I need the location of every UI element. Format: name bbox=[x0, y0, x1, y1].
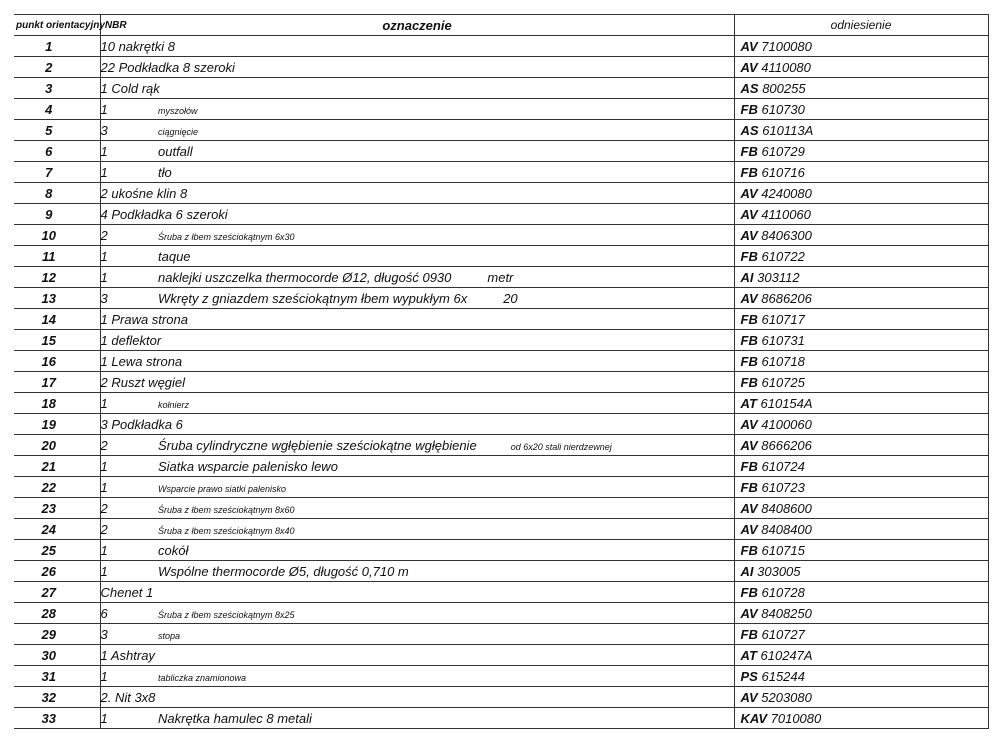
table-row bbox=[14, 414, 988, 435]
description-text: stopa bbox=[158, 630, 181, 641]
table-row bbox=[14, 330, 988, 351]
row-quantity-description: 2 ukośne klin 8 bbox=[100, 183, 734, 204]
row-reference bbox=[734, 456, 988, 477]
reference-prefix: AV bbox=[740, 416, 758, 432]
row-number: 17 bbox=[14, 372, 100, 393]
header-col-desc: oznaczenie bbox=[100, 15, 734, 36]
reference-prefix: FB bbox=[740, 332, 758, 348]
row-reference bbox=[734, 645, 988, 666]
table-header-row bbox=[14, 15, 988, 36]
header-col-num: punkt orientacyjnyNBR bbox=[14, 15, 100, 36]
row-number: 22 bbox=[14, 477, 100, 498]
row-description bbox=[158, 246, 734, 267]
reference-prefix: AI bbox=[740, 563, 754, 579]
table-row bbox=[14, 540, 988, 561]
row-reference bbox=[734, 603, 988, 624]
table-row bbox=[14, 141, 988, 162]
table-row bbox=[14, 624, 988, 645]
reference-prefix: FB bbox=[740, 101, 758, 117]
row-description bbox=[158, 603, 734, 624]
reference-prefix: FB bbox=[740, 584, 758, 600]
description-text: tło bbox=[158, 164, 172, 180]
row-reference bbox=[734, 288, 988, 309]
reference-code: 5203080 bbox=[761, 689, 812, 705]
table-row bbox=[14, 645, 988, 666]
row-number: 16 bbox=[14, 351, 100, 372]
row-number: 19 bbox=[14, 414, 100, 435]
reference-prefix: FB bbox=[740, 479, 758, 495]
table-row bbox=[14, 603, 988, 624]
row-reference bbox=[734, 687, 988, 708]
table-row bbox=[14, 120, 988, 141]
row-reference bbox=[734, 561, 988, 582]
parts-table bbox=[14, 14, 989, 729]
reference-prefix: AS bbox=[740, 122, 759, 138]
row-quantity: 6 bbox=[100, 603, 158, 624]
reference-code: 610725 bbox=[761, 374, 805, 390]
table-row bbox=[14, 687, 988, 708]
description-text: Wspólne thermocorde Ø5, długość 0,710 m bbox=[158, 563, 409, 579]
reference-code: 800255 bbox=[762, 80, 806, 96]
row-reference bbox=[734, 351, 988, 372]
row-quantity-description: 1 Prawa strona bbox=[100, 309, 734, 330]
description-text: Nakrętka hamulec 8 metali bbox=[158, 710, 312, 726]
row-description bbox=[158, 162, 734, 183]
description-text: tabliczka znamionowa bbox=[158, 672, 247, 683]
row-description bbox=[158, 708, 734, 729]
row-quantity: 2 bbox=[100, 225, 158, 246]
reference-code: 8408250 bbox=[761, 605, 812, 621]
row-reference bbox=[734, 477, 988, 498]
row-quantity-description: 3 Podkładka 6 bbox=[100, 414, 734, 435]
reference-code: 7010080 bbox=[770, 710, 822, 726]
row-description bbox=[158, 498, 734, 519]
row-reference bbox=[734, 582, 988, 603]
row-quantity: 2 bbox=[100, 519, 158, 540]
row-description bbox=[158, 435, 734, 456]
row-description bbox=[158, 267, 734, 288]
row-number: 23 bbox=[14, 498, 100, 519]
row-quantity-description: 1 deflektor bbox=[100, 330, 734, 351]
reference-prefix: AT bbox=[740, 647, 757, 663]
row-number: 30 bbox=[14, 645, 100, 666]
description-text: taque bbox=[158, 248, 191, 264]
row-number: 24 bbox=[14, 519, 100, 540]
description-text: Wsparcie prawo siatki palenisko bbox=[158, 483, 287, 494]
row-quantity: 1 bbox=[100, 708, 158, 729]
row-description bbox=[158, 456, 734, 477]
row-number: 21 bbox=[14, 456, 100, 477]
row-quantity: 1 bbox=[100, 162, 158, 183]
description-extra: metr bbox=[487, 269, 514, 285]
reference-prefix: FB bbox=[740, 626, 758, 642]
row-number: 2 bbox=[14, 57, 100, 78]
reference-code: 610715 bbox=[761, 542, 805, 558]
reference-prefix: AV bbox=[740, 59, 758, 75]
row-reference bbox=[734, 267, 988, 288]
row-number: 20 bbox=[14, 435, 100, 456]
table-row bbox=[14, 183, 988, 204]
row-number: 12 bbox=[14, 267, 100, 288]
description-text: ciągnięcie bbox=[158, 126, 199, 137]
reference-code: 610717 bbox=[761, 311, 805, 327]
table-row bbox=[14, 99, 988, 120]
row-description bbox=[158, 120, 734, 141]
row-number: 1 bbox=[14, 36, 100, 57]
reference-code: 610716 bbox=[761, 164, 805, 180]
reference-code: 615244 bbox=[761, 668, 805, 684]
reference-prefix: FB bbox=[740, 374, 758, 390]
description-text: myszołów bbox=[158, 105, 198, 116]
row-description bbox=[158, 288, 734, 309]
row-number: 5 bbox=[14, 120, 100, 141]
row-reference bbox=[734, 36, 988, 57]
row-reference bbox=[734, 183, 988, 204]
table-row bbox=[14, 708, 988, 729]
header-col-ref: odniesienie bbox=[734, 15, 988, 36]
reference-prefix: AV bbox=[740, 689, 758, 705]
table-row bbox=[14, 204, 988, 225]
row-quantity: 1 bbox=[100, 540, 158, 561]
reference-prefix: AV bbox=[740, 290, 758, 306]
row-quantity: 1 bbox=[100, 246, 158, 267]
table-row bbox=[14, 351, 988, 372]
row-quantity: 1 bbox=[100, 477, 158, 498]
table-row bbox=[14, 561, 988, 582]
row-number: 3 bbox=[14, 78, 100, 99]
row-quantity: 3 bbox=[100, 624, 158, 645]
row-reference bbox=[734, 204, 988, 225]
table-row bbox=[14, 267, 988, 288]
row-reference bbox=[734, 78, 988, 99]
table-row bbox=[14, 57, 988, 78]
row-number: 32 bbox=[14, 687, 100, 708]
row-reference bbox=[734, 246, 988, 267]
description-text: Śruba z łbem sześciokątnym 8x25 bbox=[158, 609, 295, 620]
row-reference bbox=[734, 225, 988, 246]
description-text: cokół bbox=[158, 542, 189, 558]
reference-code: 8686206 bbox=[761, 290, 812, 306]
description-text: Śruba z łbem sześciokątnym 8x40 bbox=[158, 525, 295, 536]
row-reference bbox=[734, 414, 988, 435]
row-reference bbox=[734, 162, 988, 183]
reference-code: 4110060 bbox=[761, 206, 811, 222]
description-text: Siatka wsparcie palenisko lewo bbox=[158, 458, 338, 474]
reference-prefix: AV bbox=[740, 437, 758, 453]
table-row bbox=[14, 456, 988, 477]
row-reference bbox=[734, 330, 988, 351]
row-quantity: 3 bbox=[100, 120, 158, 141]
table-row bbox=[14, 162, 988, 183]
row-number: 4 bbox=[14, 99, 100, 120]
row-quantity: 1 bbox=[100, 99, 158, 120]
reference-code: 610729 bbox=[761, 143, 805, 159]
table-row bbox=[14, 582, 988, 603]
table-row bbox=[14, 666, 988, 687]
description-text: Śruba z łbem sześciokątnym 8x60 bbox=[158, 504, 295, 515]
row-number: 18 bbox=[14, 393, 100, 414]
row-number: 9 bbox=[14, 204, 100, 225]
row-quantity: 1 bbox=[100, 561, 158, 582]
reference-prefix: FB bbox=[740, 353, 758, 369]
row-quantity: 1 bbox=[100, 267, 158, 288]
row-reference bbox=[734, 141, 988, 162]
row-description bbox=[158, 666, 734, 687]
row-quantity-description: 22 Podkładka 8 szeroki bbox=[100, 57, 734, 78]
table-row bbox=[14, 393, 988, 414]
reference-prefix: AV bbox=[740, 605, 758, 621]
row-description bbox=[158, 393, 734, 414]
reference-code: 7100080 bbox=[761, 38, 812, 54]
description-text: naklejki uszczelka thermocorde Ø12, długość 0930 bbox=[158, 269, 452, 285]
row-reference bbox=[734, 57, 988, 78]
row-number: 8 bbox=[14, 183, 100, 204]
reference-prefix: AI bbox=[740, 269, 754, 285]
row-description bbox=[158, 99, 734, 120]
row-description bbox=[158, 561, 734, 582]
reference-prefix: FB bbox=[740, 458, 758, 474]
row-quantity-description: 1 Lewa strona bbox=[100, 351, 734, 372]
reference-code: 610727 bbox=[761, 626, 805, 642]
row-number: 10 bbox=[14, 225, 100, 246]
row-quantity-description: 2. Nit 3x8 bbox=[100, 687, 734, 708]
row-description bbox=[158, 477, 734, 498]
row-quantity: 3 bbox=[100, 288, 158, 309]
reference-code: 610731 bbox=[761, 332, 805, 348]
row-number: 6 bbox=[14, 141, 100, 162]
description-text: outfall bbox=[158, 143, 193, 159]
reference-code: 610728 bbox=[761, 584, 805, 600]
row-quantity-description: 10 nakrętki 8 bbox=[100, 36, 734, 57]
row-reference bbox=[734, 99, 988, 120]
row-quantity-description: Chenet 1 bbox=[100, 582, 734, 603]
table-row bbox=[14, 78, 988, 99]
row-quantity-description: 2 Ruszt węgiel bbox=[100, 372, 734, 393]
row-number: 28 bbox=[14, 603, 100, 624]
reference-code: 303112 bbox=[757, 269, 800, 285]
row-description bbox=[158, 624, 734, 645]
reference-code: 8408600 bbox=[761, 500, 812, 516]
row-quantity: 1 bbox=[100, 141, 158, 162]
row-reference bbox=[734, 708, 988, 729]
row-description bbox=[158, 519, 734, 540]
reference-code: 8406300 bbox=[761, 227, 812, 243]
table-row bbox=[14, 36, 988, 57]
row-reference bbox=[734, 666, 988, 687]
row-quantity: 2 bbox=[100, 435, 158, 456]
row-reference bbox=[734, 540, 988, 561]
row-reference bbox=[734, 309, 988, 330]
row-number: 33 bbox=[14, 708, 100, 729]
description-text: Wkręty z gniazdem sześciokątnym łbem wypukłym 6x bbox=[158, 290, 468, 306]
reference-code: 610730 bbox=[761, 101, 805, 117]
table-row bbox=[14, 288, 988, 309]
reference-code: 303005 bbox=[757, 563, 801, 579]
table-row bbox=[14, 225, 988, 246]
reference-prefix: AT bbox=[740, 395, 757, 411]
description-text: kołnierz bbox=[158, 399, 190, 410]
description-text: Śruba z łbem sześciokątnym 6x30 bbox=[158, 231, 295, 242]
reference-prefix: FB bbox=[740, 164, 758, 180]
reference-prefix: AV bbox=[740, 500, 758, 516]
row-description bbox=[158, 141, 734, 162]
reference-prefix: FB bbox=[740, 248, 758, 264]
reference-code: 610113A bbox=[762, 122, 814, 138]
reference-code: 610724 bbox=[761, 458, 805, 474]
row-number: 11 bbox=[14, 246, 100, 267]
reference-prefix: AV bbox=[740, 185, 758, 201]
row-quantity-description: 1 Cold rąk bbox=[100, 78, 734, 99]
reference-prefix: AV bbox=[740, 521, 758, 537]
description-text: Śruba cylindryczne wgłębienie sześciokątne wgłębienie bbox=[158, 437, 477, 453]
row-number: 31 bbox=[14, 666, 100, 687]
reference-code: 610718 bbox=[761, 353, 805, 369]
reference-code: 8666206 bbox=[761, 437, 812, 453]
reference-prefix: FB bbox=[740, 143, 758, 159]
row-quantity: 1 bbox=[100, 393, 158, 414]
row-reference bbox=[734, 624, 988, 645]
table-row bbox=[14, 519, 988, 540]
row-number: 29 bbox=[14, 624, 100, 645]
reference-code: 8408400 bbox=[761, 521, 812, 537]
reference-prefix: AV bbox=[740, 38, 758, 54]
row-reference bbox=[734, 120, 988, 141]
row-quantity-description: 4 Podkładka 6 szeroki bbox=[100, 204, 734, 225]
row-reference bbox=[734, 372, 988, 393]
reference-prefix: AS bbox=[740, 80, 759, 96]
row-reference bbox=[734, 393, 988, 414]
row-quantity: 2 bbox=[100, 498, 158, 519]
reference-prefix: PS bbox=[740, 668, 758, 684]
reference-prefix: AV bbox=[740, 227, 758, 243]
row-number: 7 bbox=[14, 162, 100, 183]
description-extra: od 6x20 stali nierdzewnej bbox=[510, 441, 612, 452]
table-row bbox=[14, 435, 988, 456]
row-number: 27 bbox=[14, 582, 100, 603]
table-row bbox=[14, 246, 988, 267]
reference-prefix: AV bbox=[740, 206, 758, 222]
row-description bbox=[158, 540, 734, 561]
row-number: 15 bbox=[14, 330, 100, 351]
reference-prefix: KAV bbox=[740, 710, 767, 726]
reference-code: 610247A bbox=[760, 647, 813, 663]
row-quantity-description: 1 Ashtray bbox=[100, 645, 734, 666]
reference-prefix: FB bbox=[740, 311, 758, 327]
table-row bbox=[14, 309, 988, 330]
row-number: 26 bbox=[14, 561, 100, 582]
row-reference bbox=[734, 435, 988, 456]
reference-code: 4100060 bbox=[761, 416, 812, 432]
row-number: 14 bbox=[14, 309, 100, 330]
reference-code: 4240080 bbox=[761, 185, 812, 201]
row-reference bbox=[734, 519, 988, 540]
row-description bbox=[158, 225, 734, 246]
description-extra: 20 bbox=[503, 290, 518, 306]
reference-code: 610723 bbox=[761, 479, 805, 495]
table-row bbox=[14, 477, 988, 498]
reference-code: 4110080 bbox=[761, 59, 811, 75]
reference-code: 610154A bbox=[760, 395, 813, 411]
row-quantity: 1 bbox=[100, 666, 158, 687]
reference-code: 610722 bbox=[761, 248, 805, 264]
reference-prefix: FB bbox=[740, 542, 758, 558]
row-quantity: 1 bbox=[100, 456, 158, 477]
table-row bbox=[14, 498, 988, 519]
row-number: 13 bbox=[14, 288, 100, 309]
row-reference bbox=[734, 498, 988, 519]
row-number: 25 bbox=[14, 540, 100, 561]
table-row bbox=[14, 372, 988, 393]
